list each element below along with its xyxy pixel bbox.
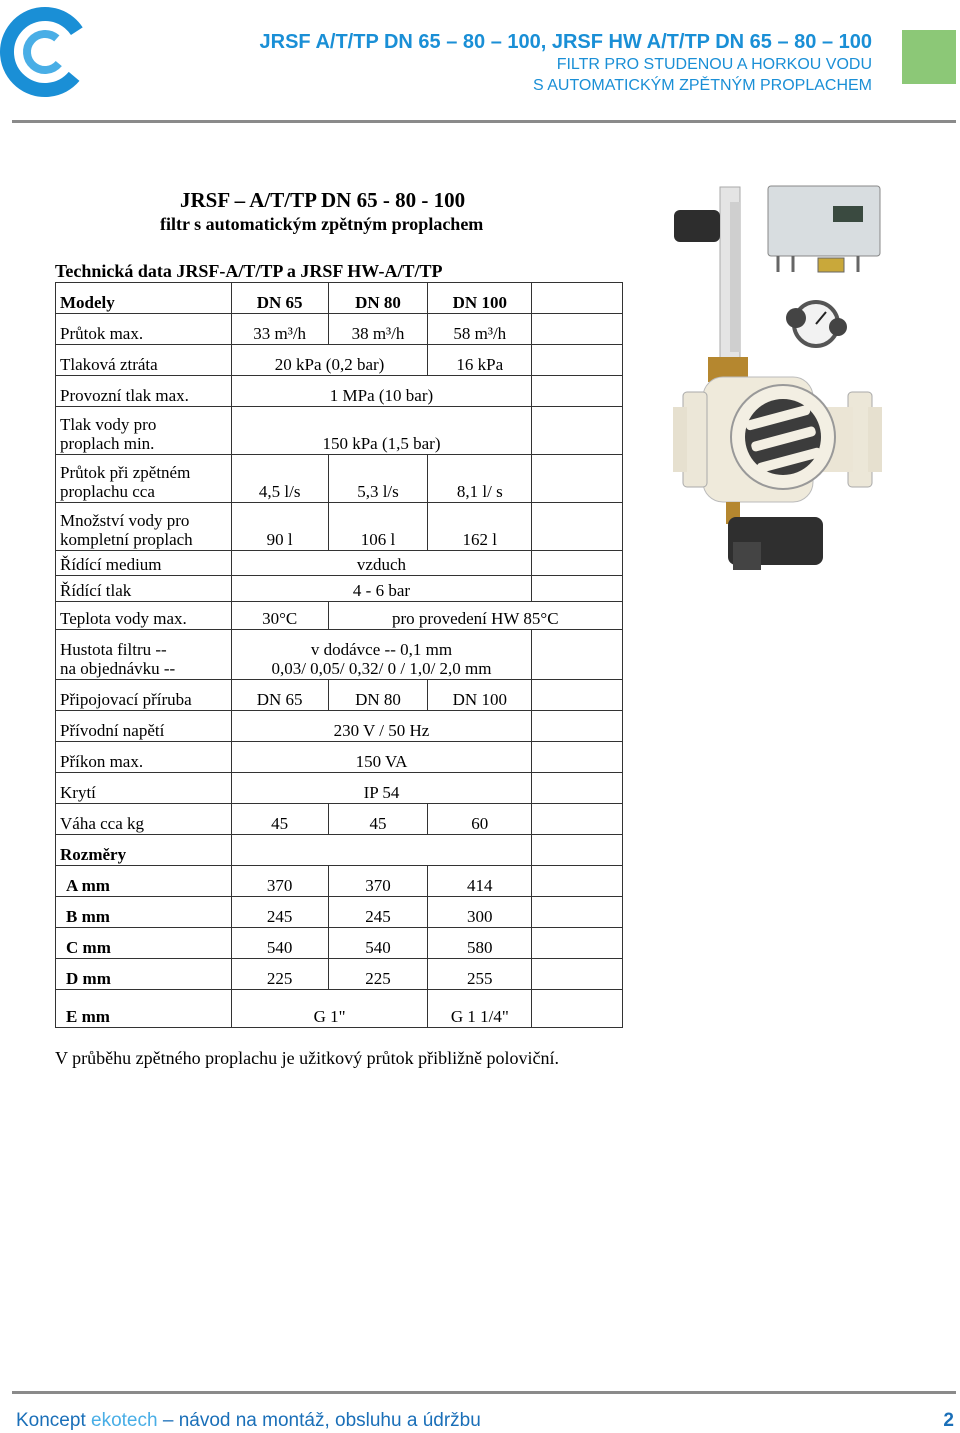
header-divider	[12, 120, 956, 123]
header-accent-box	[902, 30, 956, 84]
empty-cell	[532, 680, 623, 711]
cell-value: 245	[231, 897, 328, 928]
cell-value: DN 65	[231, 680, 328, 711]
empty-cell	[532, 804, 623, 835]
cell-dn80: DN 80	[328, 283, 428, 314]
row-label	[56, 455, 232, 503]
row-label: Řídící medium	[56, 551, 232, 576]
cell-value: 106 l	[328, 503, 428, 551]
empty-cell	[532, 455, 623, 503]
label-line: proplachu cca	[60, 482, 155, 502]
row-label	[56, 407, 232, 455]
cell-value: 20 kPa (0,2 bar)	[231, 345, 428, 376]
table-row	[56, 602, 623, 630]
row-label: E mm	[56, 990, 232, 1028]
cell-value: 45	[231, 804, 328, 835]
cell-value: 580	[428, 928, 532, 959]
row-label: Příkon max.	[56, 742, 232, 773]
table-row	[56, 455, 623, 503]
cell-value: 33 m³/h	[231, 314, 328, 345]
table-row	[56, 897, 623, 928]
table-row	[56, 503, 623, 551]
cell-value: 225	[231, 959, 328, 990]
row-label: Teplota vody max.	[56, 602, 232, 630]
empty-cell	[532, 897, 623, 928]
value-line: 0,03/ 0,05/ 0,32/ 0 / 1,0/ 2,0 mm	[271, 659, 492, 679]
label-line: na objednávku --	[60, 659, 176, 679]
cell-value: pro provedení HW 85°C	[328, 602, 622, 630]
row-label: Rozměry	[56, 835, 232, 866]
empty-cell	[532, 630, 623, 680]
table-row	[56, 959, 623, 990]
row-label: D mm	[56, 959, 232, 990]
label-line: proplach min.	[60, 434, 155, 454]
table-row	[56, 576, 623, 602]
row-label: Průtok max.	[56, 314, 232, 345]
row-label: C mm	[56, 928, 232, 959]
document-title: JRSF – A/T/TP DN 65 - 80 - 100	[180, 188, 466, 212]
table-row	[56, 990, 623, 1028]
footer-brand-1: Koncept	[16, 1410, 86, 1431]
cell-value: 255	[428, 959, 532, 990]
cell-value: DN 100	[428, 680, 532, 711]
empty-cell	[532, 959, 623, 990]
empty-cell	[532, 990, 623, 1028]
table-row	[56, 773, 623, 804]
cell-value: 5,3 l/s	[328, 455, 428, 503]
empty-cell	[532, 314, 623, 345]
cell-value: 4 - 6 bar	[231, 576, 531, 602]
empty-cell	[532, 576, 623, 602]
cell-value: 370	[328, 866, 428, 897]
cell-value: 245	[328, 897, 428, 928]
controller-box	[768, 186, 880, 256]
table-row	[56, 345, 623, 376]
cell-value: 150 kPa (1,5 bar)	[231, 407, 531, 455]
table-row	[56, 928, 623, 959]
empty-cell	[532, 407, 623, 455]
table-row	[56, 680, 623, 711]
cell-value: 8,1 l/ s	[428, 455, 532, 503]
cell-value: DN 80	[328, 680, 428, 711]
cell-value: 230 V / 50 Hz	[231, 711, 531, 742]
cell-value: 162 l	[428, 503, 532, 551]
row-label: Tlaková ztráta	[56, 345, 232, 376]
table-row	[56, 551, 623, 576]
row-label: Váha cca kg	[56, 804, 232, 835]
row-label	[56, 503, 232, 551]
row-label: Přívodní napětí	[56, 711, 232, 742]
row-label: Řídící tlak	[56, 576, 232, 602]
empty-cell	[532, 711, 623, 742]
cell-value	[231, 630, 531, 680]
label-line: Tlak vody pro	[60, 414, 157, 434]
empty-cell	[532, 866, 623, 897]
cell-value: 90 l	[231, 503, 328, 551]
empty-cell	[532, 835, 623, 866]
table-row	[56, 283, 623, 314]
cell-value: 45	[328, 804, 428, 835]
empty-cell	[532, 503, 623, 551]
cell-value: 225	[328, 959, 428, 990]
table-caption: Technická data JRSF-A/T/TP a JRSF HW-A/T/TP	[55, 261, 443, 281]
document-subtitle: filtr s automatickým zpětným proplachem	[160, 214, 484, 234]
empty-cell	[532, 283, 623, 314]
label-line: Hustota filtru --	[60, 639, 167, 659]
footer-brand-2: ekotech	[91, 1410, 158, 1431]
technical-data-table	[55, 282, 623, 1028]
cell-value: 38 m³/h	[328, 314, 428, 345]
empty-cell	[532, 928, 623, 959]
label-line: kompletní proplach	[60, 530, 193, 550]
label-line: Množství vody pro	[60, 510, 190, 530]
row-label: Modely	[56, 283, 232, 314]
empty-cell	[532, 742, 623, 773]
table-row	[56, 835, 623, 866]
cell-value: 1 MPa (10 bar)	[231, 376, 531, 407]
row-label: Provozní tlak max.	[56, 376, 232, 407]
cell-value: 4,5 l/s	[231, 455, 328, 503]
motor	[674, 210, 720, 242]
label-line: Průtok při zpětném	[60, 462, 191, 482]
header-title: JRSF A/T/TP DN 65 – 80 – 100, JRSF HW A/T/TP DN 65 – 80 – 100	[259, 31, 872, 53]
cell-value: 300	[428, 897, 532, 928]
row-label: Krytí	[56, 773, 232, 804]
header-subtitle-2: S AUTOMATICKÝM ZPĚTNÝM PROPLACHEM	[532, 77, 872, 94]
footer-divider	[12, 1391, 956, 1394]
page-number: 2	[943, 1410, 954, 1431]
value-line: v dodávce -- 0,1 mm	[310, 639, 453, 659]
row-label	[56, 630, 232, 680]
cell-value: 540	[328, 928, 428, 959]
table-row	[56, 630, 623, 680]
cell-value: IP 54	[231, 773, 531, 804]
empty-cell	[532, 345, 623, 376]
empty-cell	[532, 773, 623, 804]
cell-value: 370	[231, 866, 328, 897]
cell-value: 16 kPa	[428, 345, 532, 376]
table-row	[56, 742, 623, 773]
table-row	[56, 407, 623, 455]
cell-value: 60	[428, 804, 532, 835]
footer-text	[16, 1410, 481, 1432]
filter-product-photo	[668, 182, 888, 582]
row-label: A mm	[56, 866, 232, 897]
footer-description: – návod na montáž, obsluhu a údržbu	[162, 1410, 481, 1431]
cell-value: vzduch	[231, 551, 531, 576]
footnote: V průběhu zpětného proplachu je užitkový průtok přibližně poloviční.	[55, 1048, 560, 1068]
cell-value: 150 VA	[231, 742, 531, 773]
cell-value: 414	[428, 866, 532, 897]
cell-value: 30°C	[231, 602, 328, 630]
cell-value: G 1 1/4"	[428, 990, 532, 1028]
table-row	[56, 376, 623, 407]
cell-value: 540	[231, 928, 328, 959]
table-row	[56, 314, 623, 345]
table-row	[56, 804, 623, 835]
table-row	[56, 866, 623, 897]
row-label: B mm	[56, 897, 232, 928]
row-label: Připojovací příruba	[56, 680, 232, 711]
table-row	[56, 711, 623, 742]
company-logo	[0, 0, 100, 110]
cell-value: 58 m³/h	[428, 314, 532, 345]
cell-value: G 1"	[231, 990, 428, 1028]
empty-cell	[231, 835, 531, 866]
cell-dn65: DN 65	[231, 283, 328, 314]
header-subtitle-1: FILTR PRO STUDENOU A HORKOU VODU	[556, 56, 872, 73]
cell-dn100: DN 100	[428, 283, 532, 314]
empty-cell	[532, 551, 623, 576]
empty-cell	[532, 376, 623, 407]
